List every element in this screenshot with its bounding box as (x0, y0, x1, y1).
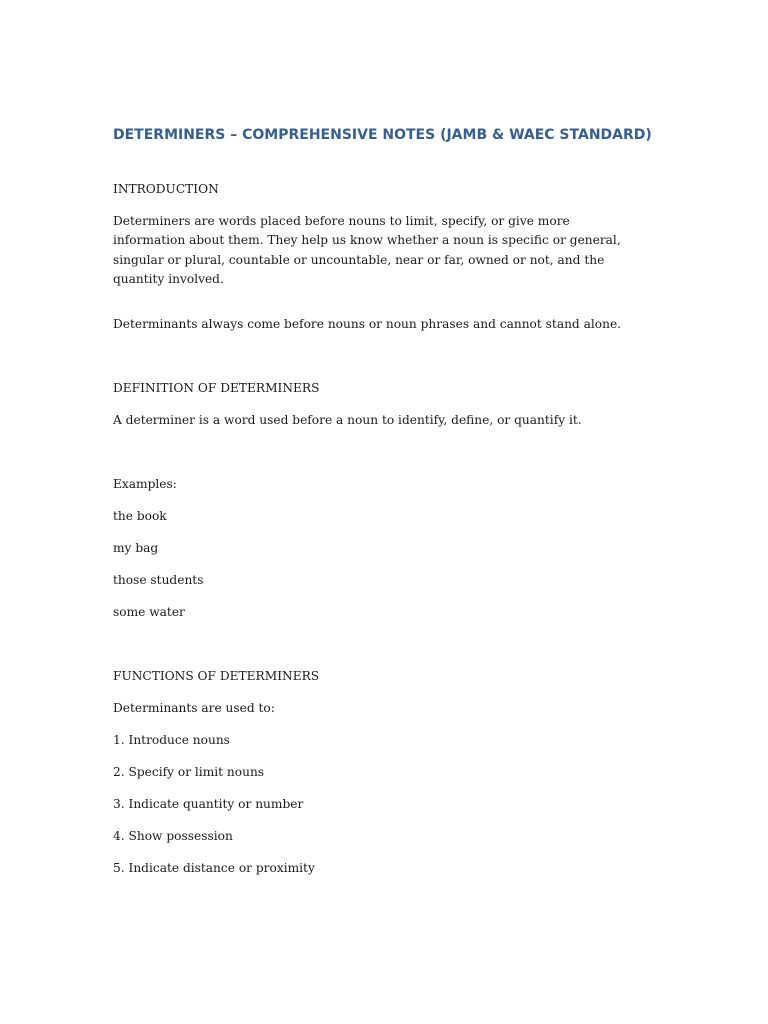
functions-intro: Determinants are used to: (113, 701, 275, 715)
function-list-item: 4. Show possession (113, 829, 233, 843)
function-list-item: 5. Indicate distance or proximity (113, 861, 315, 875)
function-list-item: 3. Indicate quantity or number (113, 797, 304, 811)
section-heading-definition: DEFINITION OF DETERMINERS (113, 381, 320, 395)
function-list-item: 2. Specify or limit nouns (113, 765, 265, 779)
section-heading-introduction: INTRODUCTION (113, 182, 219, 196)
example-item: the book (113, 509, 167, 523)
examples-label: Examples: (113, 477, 177, 491)
introduction-note: Determinants always come before nouns or noun phrases and cannot stand alone. (113, 317, 622, 331)
function-list-item: 1. Introduce nouns (113, 733, 230, 747)
example-item: some water (113, 605, 185, 619)
example-item: my bag (113, 541, 159, 555)
example-item: those students (113, 573, 204, 587)
section-heading-functions: FUNCTIONS OF DETERMINERS (113, 669, 320, 683)
introduction-paragraph: Determiners are words placed before nouns to limit, specify, or give more information about them. They help us know whether a noun is specific or general, singular or plural, countable or uncountable, near or far, owned or not, and the quantity involved. (113, 214, 621, 286)
definition-text: A determiner is a word used before a noun to identify, define, or quantify it. (113, 413, 582, 427)
document-title: DETERMINERS – COMPREHENSIVE NOTES (JAMB & WAEC STANDARD) (113, 127, 652, 143)
